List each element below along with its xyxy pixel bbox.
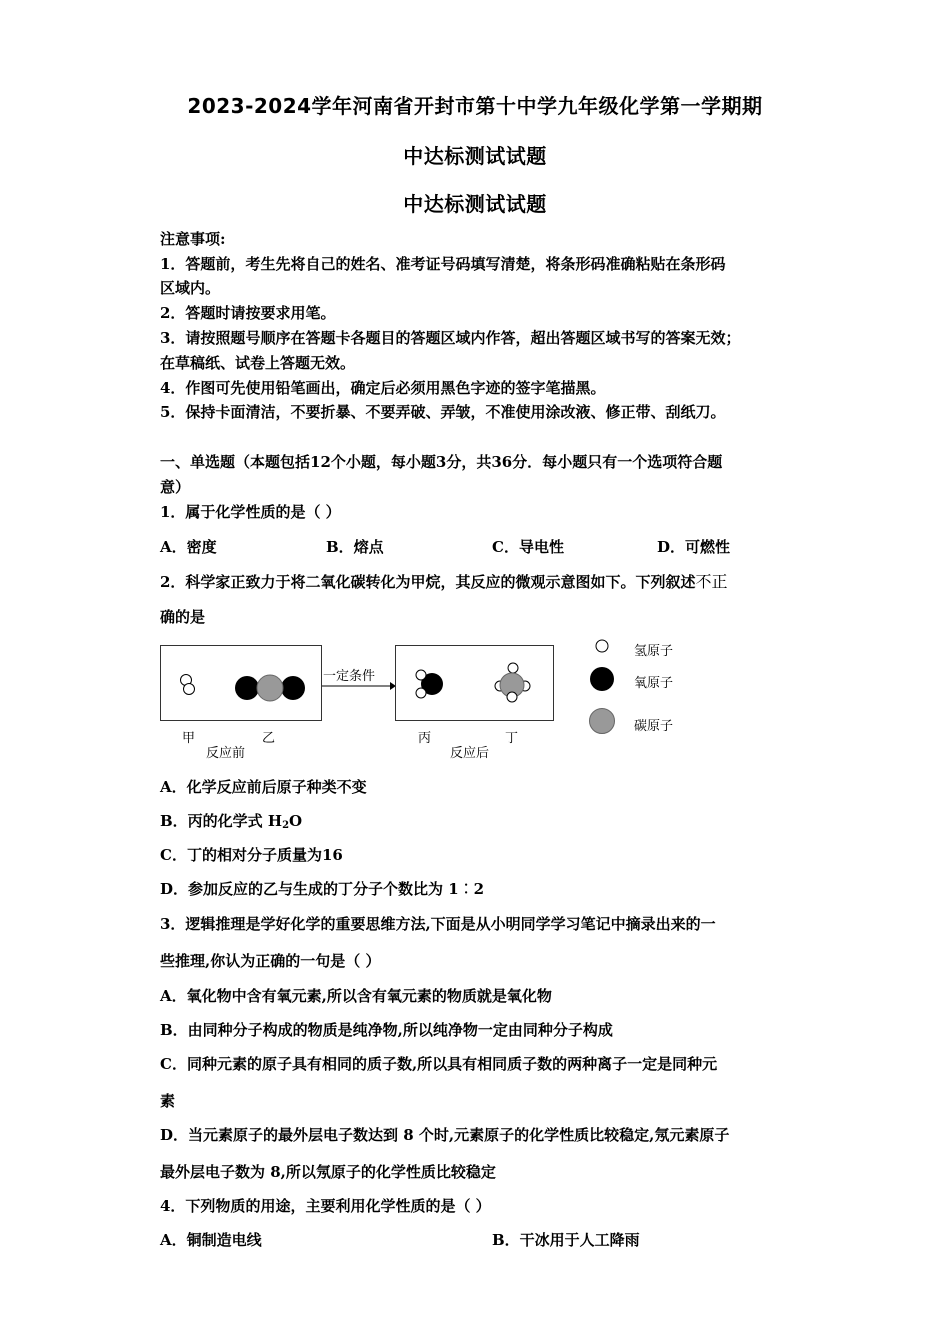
legend-oxygen-symbol xyxy=(590,667,614,691)
notice-item-5: 5．保持卡面清洁，不要折暴、不要弄破、弄皱，不准使用涂改液、修正带、刮纸刀。 xyxy=(160,403,726,421)
notice-item-1b: 区域内。 xyxy=(160,279,221,297)
notice-item-3a: 3．请按照题号顺序在答题卡各题目的答题区域内作答，超出答题区域书写的答案无效； xyxy=(160,329,741,347)
q1-option-d: D．可燃性 xyxy=(657,538,731,556)
q1-stem: 1．属于化学性质的是（ ） xyxy=(160,503,341,521)
q2-stem-a xyxy=(160,569,727,592)
products-box xyxy=(395,645,554,721)
q3-stem-a: 3．逻辑推理是学好化学的重要思维方法,下面是从小明同学学习笔记中摘录出来的一 xyxy=(160,915,716,933)
label-yi: 乙 xyxy=(262,731,276,746)
reactants-box xyxy=(160,645,322,721)
q3-option-d-b: 最外层电子数为 8,所以氖原子的化学性质比较稳定 xyxy=(160,1163,496,1181)
water-molecule-bing xyxy=(416,670,443,698)
label-bing: 丙 xyxy=(418,731,432,746)
legend-hydrogen-symbol xyxy=(596,640,608,652)
q4-option-b: B．干冰用于人工降雨 xyxy=(492,1231,640,1249)
q2-stem-b: 确的是 xyxy=(160,608,206,626)
reactants-molecules xyxy=(161,646,321,720)
section-heading-b: 意） xyxy=(160,478,191,496)
label-jia: 甲 xyxy=(182,731,196,746)
q2-option-c: C．丁的相对分子质量为16 xyxy=(160,846,343,864)
q3-option-a: A．氧化物中含有氧元素,所以含有氧元素的物质就是氧化物 xyxy=(160,987,552,1005)
section-heading-a: 一、单选题（本题包括12个小题，每小题3分，共36分．每小题只有一个选项符合题 xyxy=(160,453,723,471)
q2-option-b xyxy=(160,810,302,831)
carbon-dioxide-molecule-yi xyxy=(235,675,305,701)
q4-stem: 4．下列物质的用途，主要利用化学性质的是（ ） xyxy=(160,1197,491,1215)
notice-item-1a: 1．答题前，考生先将自己的姓名、准考证号码填写清楚，将条形码准确粘贴在条形码 xyxy=(160,255,726,273)
legend-carbon-label: 碳原子 xyxy=(634,719,674,734)
label-ding: 丁 xyxy=(505,731,519,746)
methane-molecule-ding xyxy=(495,663,530,702)
q3-option-d-a: D．当元素原子的最外层电子数达到 8 个时,元素原子的化学性质比较稳定,氖元素原子 xyxy=(160,1126,730,1144)
q2-option-b-sub: 2 xyxy=(282,820,290,831)
label-before: 反应前 xyxy=(206,746,246,761)
q2-option-b-pre: B．丙的化学式 H xyxy=(160,812,283,830)
legend-oxygen-label: 氧原子 xyxy=(634,676,674,691)
q1-option-a: A．密度 xyxy=(160,538,217,556)
title-line-1: 2023-2024学年河南省开封市第十中学九年级化学第一学期期 xyxy=(187,94,763,118)
hydrogen-molecule-jia xyxy=(181,675,195,695)
q3-stem-b: 些推理,你认为正确的一句是（ ） xyxy=(160,952,381,970)
q1-option-c: C．导电性 xyxy=(492,538,564,556)
legend-carbon-symbol xyxy=(590,709,615,734)
q2-stem-a-tail: 不正 xyxy=(695,572,728,591)
notice-heading: 注意事项: xyxy=(160,230,226,248)
reaction-condition: 一定条件 xyxy=(323,669,376,684)
q4-option-a: A．铜制造电线 xyxy=(160,1231,262,1249)
label-after: 反应后 xyxy=(450,746,490,761)
products-molecules xyxy=(396,646,553,720)
q1-option-b: B．熔点 xyxy=(326,538,384,556)
title-line-2: 中达标测试试题 xyxy=(403,144,547,168)
notice-item-2: 2．答题时请按要求用笔。 xyxy=(160,304,336,322)
q3-option-b: B．由同种分子构成的物质是纯净物,所以纯净物一定由同种分子构成 xyxy=(160,1021,613,1039)
q2-option-a: A．化学反应前后原子种类不变 xyxy=(160,778,367,796)
legend-symbols xyxy=(585,634,625,744)
q3-option-c-b: 素 xyxy=(160,1092,176,1110)
q2-option-d: D．参加反应的乙与生成的丁分子个数比为 1︰2 xyxy=(160,880,485,898)
legend-hydrogen-label: 氢原子 xyxy=(634,644,674,659)
q3-option-c-a: C．同种元素的原子具有相同的质子数,所以具有相同质子数的两种离子一定是同种元 xyxy=(160,1055,718,1073)
title-line-3: 中达标测试试题 xyxy=(403,192,547,216)
q2-stem-a-text: 2．科学家正致力于将二氧化碳转化为甲烷，其反应的微观示意图如下。下列叙述 xyxy=(160,573,696,591)
q2-option-b-post: O xyxy=(289,812,303,830)
notice-item-4: 4．作图可先使用铅笔画出，确定后必须用黑色字迹的签字笔描黑。 xyxy=(160,379,606,397)
notice-item-3b: 在草稿纸、试卷上答题无效。 xyxy=(160,354,356,372)
